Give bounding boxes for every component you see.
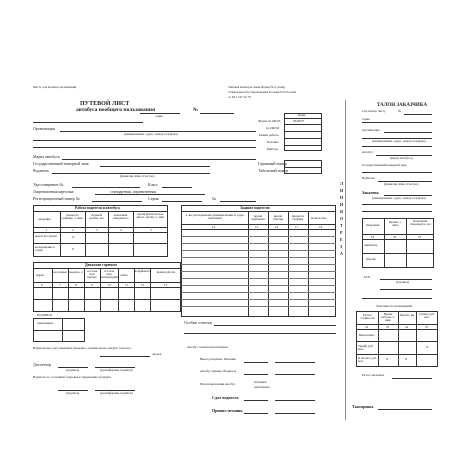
codes-label: Коды [298,113,306,117]
returning-label: При возвращении автобус [200,382,236,386]
litres-label: литров [152,352,162,356]
task-table [181,205,336,317]
coupon-mp: М.П. [364,275,371,279]
coupon-col-2: Время, ч. мин. [389,220,402,228]
driver-label: Водитель [33,168,50,173]
work-col-1: операция [38,217,51,221]
fuel-col-8: время работы [156,270,176,274]
fuel-table-title: Движение горючего [85,262,118,267]
podpis-label: ПОДПИСЬ [37,313,53,317]
driver-check-text: Водительское удостоверение проверил, задание выдал, выдать горючего [33,346,132,350]
form-note-3: от 28.11.97 № 78 [228,95,251,99]
zapravschik-label: заправщика [37,321,53,325]
task-col-3: время убытия [273,214,283,222]
driver-hint: (фамилия, имя, отчество) [120,174,155,178]
coupon-col-3: Показания спидометра, км [409,219,431,227]
fill-row-1: Выполнено [359,333,375,337]
task-col-2: время прибытия [251,214,265,222]
coupon-driver: Водитель [362,176,375,180]
returning-ok: исправен [254,380,267,384]
departure-ok-label: Выезд разрешен. Механик [200,357,236,361]
license-label: Удостоверение № [33,182,64,187]
organization-label: Организация [33,126,56,131]
series-label: Серия [148,196,159,201]
stamp-label: Место для штампа организации [33,85,77,89]
licence-card-label: Лицензионная карточка [33,189,74,194]
cut-line [345,100,346,420]
fill-row-2: Тариф, руб. коп. [358,344,374,352]
brigade-label: Бригада [267,147,278,151]
okpo-label: по ОКПО [266,126,280,130]
handed-label: Сдал водитель [212,395,239,400]
work-col-3: нулевой пробег, км [89,213,104,221]
page-subtitle: автобуса необщего пользования [76,107,156,113]
coupon-row-arrival: прибытие [364,243,378,247]
coupon-title: ТАЛОН ЗАКАЗЧИКА [377,103,428,108]
task-col-4: время по графику [291,214,305,222]
plate-label: Государственный номерной знак [33,161,89,166]
work-table-title: Работа водителя и автобуса [75,205,120,210]
fill-col-1: Расчет стоимости [360,313,375,321]
coupon-customer: Заказчик [362,190,379,195]
reg-no-label: Регистрационный номер № [33,196,80,201]
special-notes-label: Особые отметки [184,320,212,325]
coupon-col-1: Операция [366,223,380,227]
driver-health-text: Водитель по состоянию здоровья к управлению допущен [33,375,111,379]
coupon-plate: Государственный номерной знак [362,163,407,167]
fuel-col-1: марка [36,273,44,277]
work-row-return: возвращение в гараж [35,245,55,253]
dispatcher-label: Диспетчер [33,362,52,367]
returning-bad: неисправен [254,385,270,389]
work-col-4: показания спидометра [112,213,129,221]
bus-ok-label: Автобус технически исправен [187,345,228,349]
bus-brand-label: Марка автобуса [33,154,60,159]
series-hint: серия [155,114,163,118]
fill-col-2: Время работы, ч. мин. [381,312,395,323]
fuel-col-3: выдано, л [69,270,83,274]
fill-row-3: К оплате, руб. коп. [358,356,378,364]
coupon-to-sheet: к путевому листу [362,109,386,113]
coupon-row-departure: убытие [366,257,376,261]
fill-col-4: Сумма, руб. коп. [418,312,436,320]
coupon-series: серия [362,117,370,121]
work-mode-label: Режим работы [259,133,279,137]
class-label: Класс [148,182,158,187]
task-col-1: в чье распоряжение (наименование и адрес заказчика) [185,213,245,221]
waybill-document: Место для штампа организации Типовая межотраслевая форма № 6 (спец) Утверждена Постановлением Госкомстата России от 28.11.97 № 78 ПУТЕВОЙ ЛИСТ автобуса необщего пользования № серия Коды 0345007 Форма по ОКУД по ОКПО Режим работы Колонна Бригада Организация (наименование, адрес, номер телефона) Марка автобуса Государственный номерной знак Гаражный номер Водитель Табельный номер (фамилия, имя, отчество) Удостоверение № Класс Лицензионная карточка стандартная, ограниченная Регистрационный номер № Серия № Работа водителя и автобуса операция время по графику, ч. мин. нулевой пробег, км показания спидометра время фактическое, число, месяц, ч. мин. 1 2 3 4 5 выезд из гаража возвращение в гараж Х Х Движение горючего марка код марки выдано, л остаток при выезде остаток при возвращении сдано коэффициент время работы 6 7 8 9 10 11 12 13 ПОДПИСЬ заправщика Водительское удостоверение проверил, задание выдал, выдать горючего литров Диспетчер (подпись) (расшифровка подписи) Водитель по состоянию здоровья к управлению допущен (подпись) (расшифровка подписи) Задание водителю в чье распоряжение (наименование и адрес заказчика) время прибытия время убытия время по графику количество 14 15 16 17 18 Особые отметки Автобус технически исправен Выезд разрешен. Механик Автобус принял. Водитель При возвращении автобус исправен неисправен Сдал водитель Принял механик ЛИНИЯ ОТРЕЗА ТАЛОН ЗАКАЗЧИКА к путевому листу № серия Организация (наименование, адрес, номер телефона) Автобус (марка автобуса) Государственный номерной знак Водитель (фамилия, имя, отчество) Заказчик (наименование, адрес, номер телефона) Операция Время, ч. мин. Показания спидометра, км 19 20 21 прибытие убытие М.П. (подпись) Заполняется организацией Расчет стоимости Время работы, ч. мин. Пробег, км Сумма, руб. коп. 22 23 24 25 Выполнено Тариф, руб. коп. К оплате, руб. коп. Х Х Х Расчет произвел Таксировка [0,0,468,468]
task-table-title: Задание водителю [240,205,270,210]
fill-title: Заполняется организацией [376,304,413,308]
fuel-col-6: сдано [120,273,128,277]
accepted-mech-label: Принял механик [212,408,243,413]
bus-accepted-label: Автобус принял. Водитель [200,369,237,373]
work-col-5: время фактическое, число, месяц, ч. мин. [136,212,165,220]
number-label-2: № [212,196,216,201]
coupon-org: Организация [362,128,380,132]
number-line [200,113,234,114]
fuel-col-2: код марки [53,270,67,274]
fill-col-3: Пробег, км [399,313,415,317]
organization-hint: (наименование, адрес, номер телефона) [124,132,178,136]
form-note-2: Утверждена Постановлением Госкомстата России [228,90,296,94]
form-note-1: Типовая межотраслевая форма № 6 (спец) [228,85,286,89]
fuel-col-5: остаток при возвращении [101,269,119,280]
number-sign: № [193,108,199,113]
cut-line-text: ЛИНИЯ ОТРЕЗА [340,181,345,256]
date-line [33,122,143,123]
coupon-bus: Автобус [362,150,374,154]
licence-options: стандартная, ограниченная [110,189,157,194]
fuel-col-7: коэффициент [135,270,150,273]
okud-label: Форма по ОКУД [258,119,281,123]
coupon-number: № [398,109,402,113]
okud-value: 0345007 [293,118,305,123]
page-title: ПУТЕВОЙ ЛИСТ [80,101,130,107]
tabel-no-label: Табельный номер [258,168,289,173]
garage-no-label: Гаражный номер [258,161,287,166]
work-col-2: время по графику, ч. мин. [61,213,84,221]
calc-label: Расчет произвел [362,373,385,377]
taxation-label: Таксировка [352,404,374,409]
column-label: Колонна [267,140,279,144]
fuel-col-4: остаток при выезде [86,269,98,280]
task-col-5: количество [311,216,327,220]
work-row-departure: выезд из гаража [35,234,57,238]
